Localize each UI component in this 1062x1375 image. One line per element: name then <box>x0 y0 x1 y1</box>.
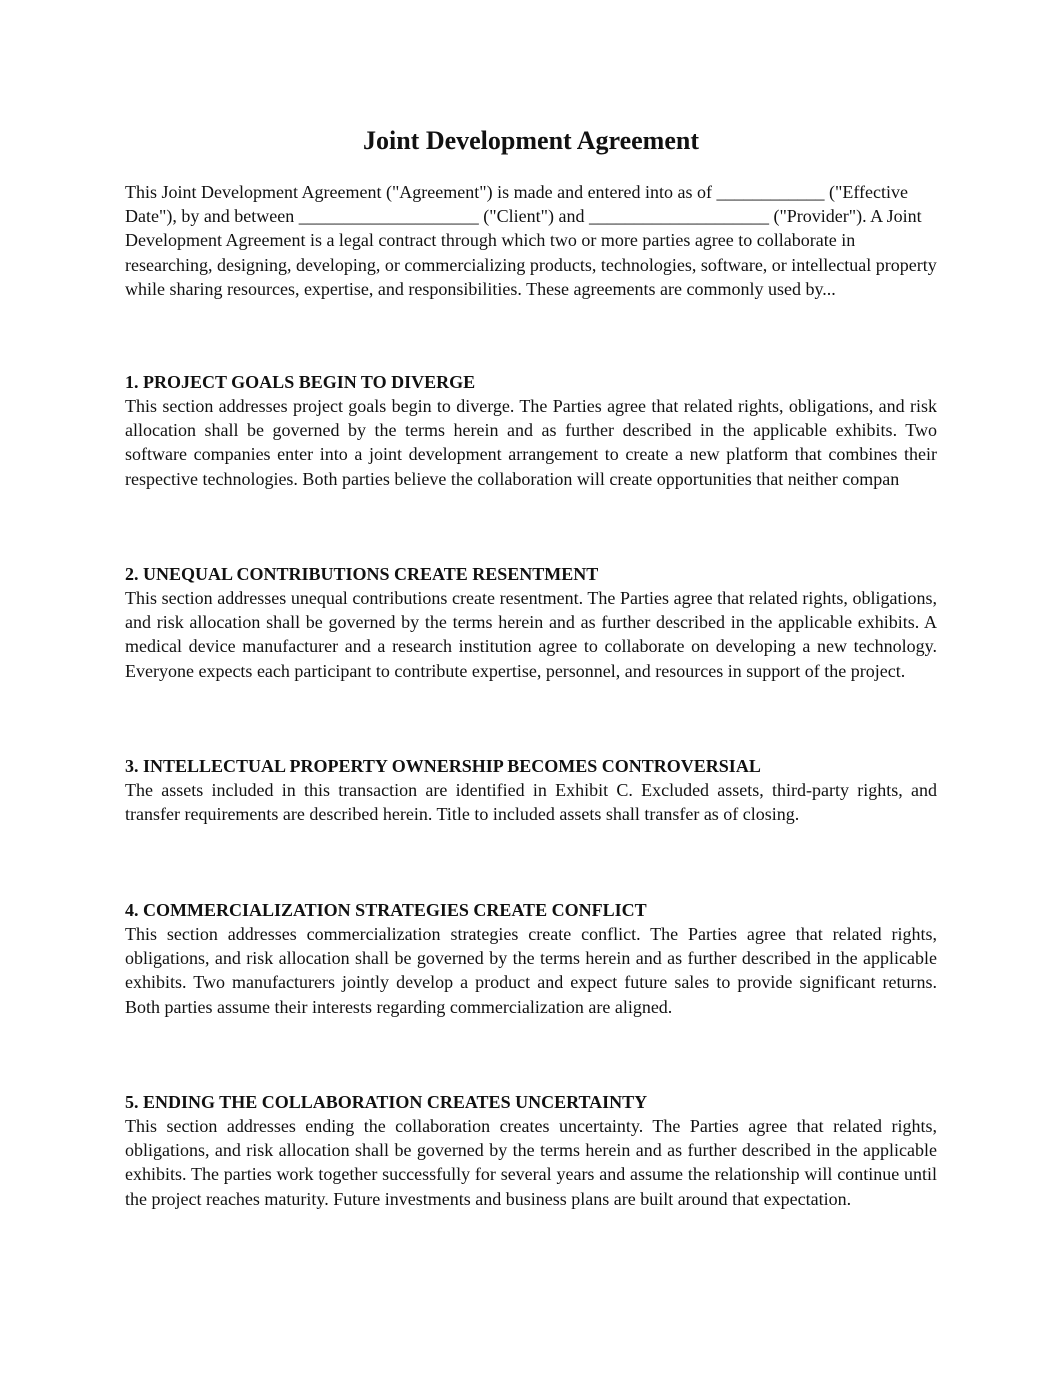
section-2 <box>125 562 937 683</box>
section-body: This section addresses commercialization strategies create conflict. The Parties agree that related rights, obligations, and risk allocation shall be governed by the terms herein and as further described in the applicable exhibits. Two manufacturers jointly develop a product and expect future sales to provide significant returns. Both parties assume their interests regarding commercialization are aligned. <box>125 924 937 1017</box>
section-body: This section addresses project goals begin to diverge. The Parties agree that related rights, obligations, and risk allocation shall be governed by the terms herein and as further described in the applicable exhibits. Two software companies enter into a joint development arrangement to create a new platform that combines their respective technologies. Both parties believe the collaboration will create opportunities that neither compan <box>125 396 937 489</box>
section-heading: 4. COMMERCIALIZATION STRATEGIES CREATE CONFLICT <box>125 900 647 920</box>
section-heading: 3. INTELLECTUAL PROPERTY OWNERSHIP BECOMES CONTROVERSIAL <box>125 756 761 776</box>
section-heading: 5. ENDING THE COLLABORATION CREATES UNCERTAINTY <box>125 1092 648 1112</box>
section-heading: 1. PROJECT GOALS BEGIN TO DIVERGE <box>125 372 476 392</box>
section-5 <box>125 1090 937 1211</box>
intro-paragraph: This Joint Development Agreement ("Agreement") is made and entered into as of ____________ ("Effective Date"), by and between ____________________ ("Client") and ____________________ ("Provider"). A Joint Development Agreement is a legal contract through which two or more parties agree to collaborate in researching, designing, developing, or commercializing products, technologies, software, or intellectual property while sharing resources, expertise, and responsibilities. These agreements are commonly used by... <box>125 182 937 299</box>
document-title: Joint Development Agreement <box>362 126 699 155</box>
section-body: This section addresses unequal contributions create resentment. The Parties agree that related rights, obligations, and risk allocation shall be governed by the terms herein and as further described in the applicable exhibits. A medical device manufacturer and a research institution agree to collaborate on developing a new technology. Everyone expects each participant to contribute expertise, personnel, and resources in support of the project. <box>125 588 937 681</box>
section-body: This section addresses ending the collaboration creates uncertainty. The Parties agree that related rights, obligations, and risk allocation shall be governed by the terms herein and as further described in the applicable exhibits. The parties work together successfully for several years and assume the relationship will continue until the project reaches maturity. Future investments and business plans are built around that expectation. <box>125 1116 937 1209</box>
section-4 <box>125 898 937 1019</box>
section-body: The assets included in this transaction are identified in Exhibit C. Excluded assets, third-party rights, and transfer requirements are described herein. Title to included assets shall transfer as of closing. <box>125 780 937 825</box>
section-1 <box>125 370 937 491</box>
section-3 <box>125 754 937 826</box>
section-heading: 2. UNEQUAL CONTRIBUTIONS CREATE RESENTMENT <box>125 564 599 584</box>
